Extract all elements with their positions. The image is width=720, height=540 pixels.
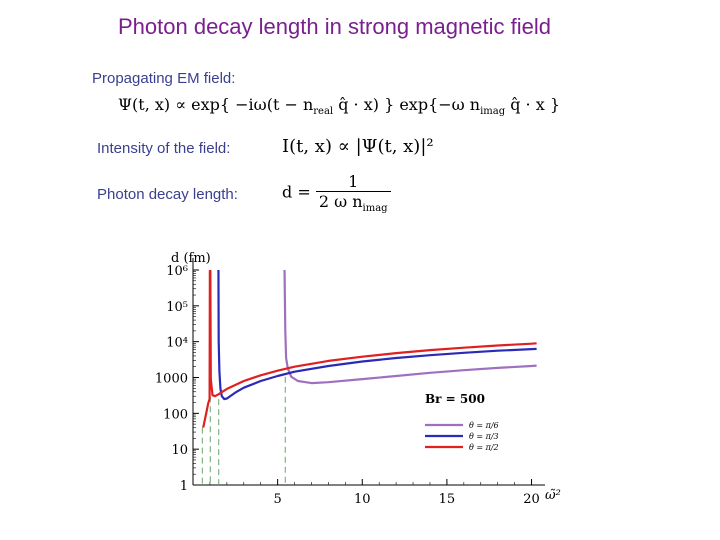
- legend-label: θ = π/3: [469, 432, 499, 441]
- y-tick-label: 10⁵: [166, 299, 188, 315]
- y-tick-label: 10⁴: [166, 335, 188, 351]
- y-axis-label: d (fm): [171, 251, 211, 266]
- y-tick-label: 100: [163, 407, 188, 423]
- psi-end: q̂ · x }: [505, 95, 561, 114]
- legend-label: θ = π/2: [469, 443, 499, 452]
- psi-imag-sub: imag: [480, 106, 506, 118]
- y-tick-label: 10: [171, 443, 188, 459]
- y-tick-label: 1: [179, 479, 188, 494]
- intensity-label: Intensity of the field:: [97, 140, 231, 157]
- psi-mid: q̂ · x) } exp{−ω n: [333, 95, 481, 114]
- annotation-br: Br = 500: [425, 392, 485, 406]
- y-tick-label: 10⁶: [166, 264, 188, 279]
- psi-lhs: Ψ(t, x) ∝ exp{ −iω(t − n: [118, 95, 314, 114]
- intensity-equation: I(t, x) ∝ |Ψ(t, x)|²: [282, 136, 434, 157]
- series-line-1: [284, 259, 536, 383]
- x-tick-label: 10: [353, 492, 371, 507]
- legend-label: θ = π/6: [469, 421, 499, 430]
- psi-real-sub: real: [313, 106, 334, 118]
- decay-den-main: 2 ω n: [318, 192, 363, 211]
- decay-numerator: 1: [316, 172, 391, 192]
- series-line-3: [203, 259, 536, 427]
- decay-label: Photon decay length:: [97, 186, 238, 203]
- y-tick-label: 1000: [154, 371, 188, 387]
- x-axis-label: ω̃²: [545, 488, 561, 503]
- x-tick-label: 15: [438, 492, 456, 507]
- x-tick-label: 20: [523, 492, 540, 507]
- decay-den-sub: imag: [362, 203, 388, 215]
- propagating-label: Propagating EM field:: [92, 70, 236, 87]
- x-tick-label: 5: [273, 492, 282, 507]
- slide-title: Photon decay length in strong magnetic field: [118, 14, 551, 39]
- decay-lhs: d =: [282, 182, 311, 202]
